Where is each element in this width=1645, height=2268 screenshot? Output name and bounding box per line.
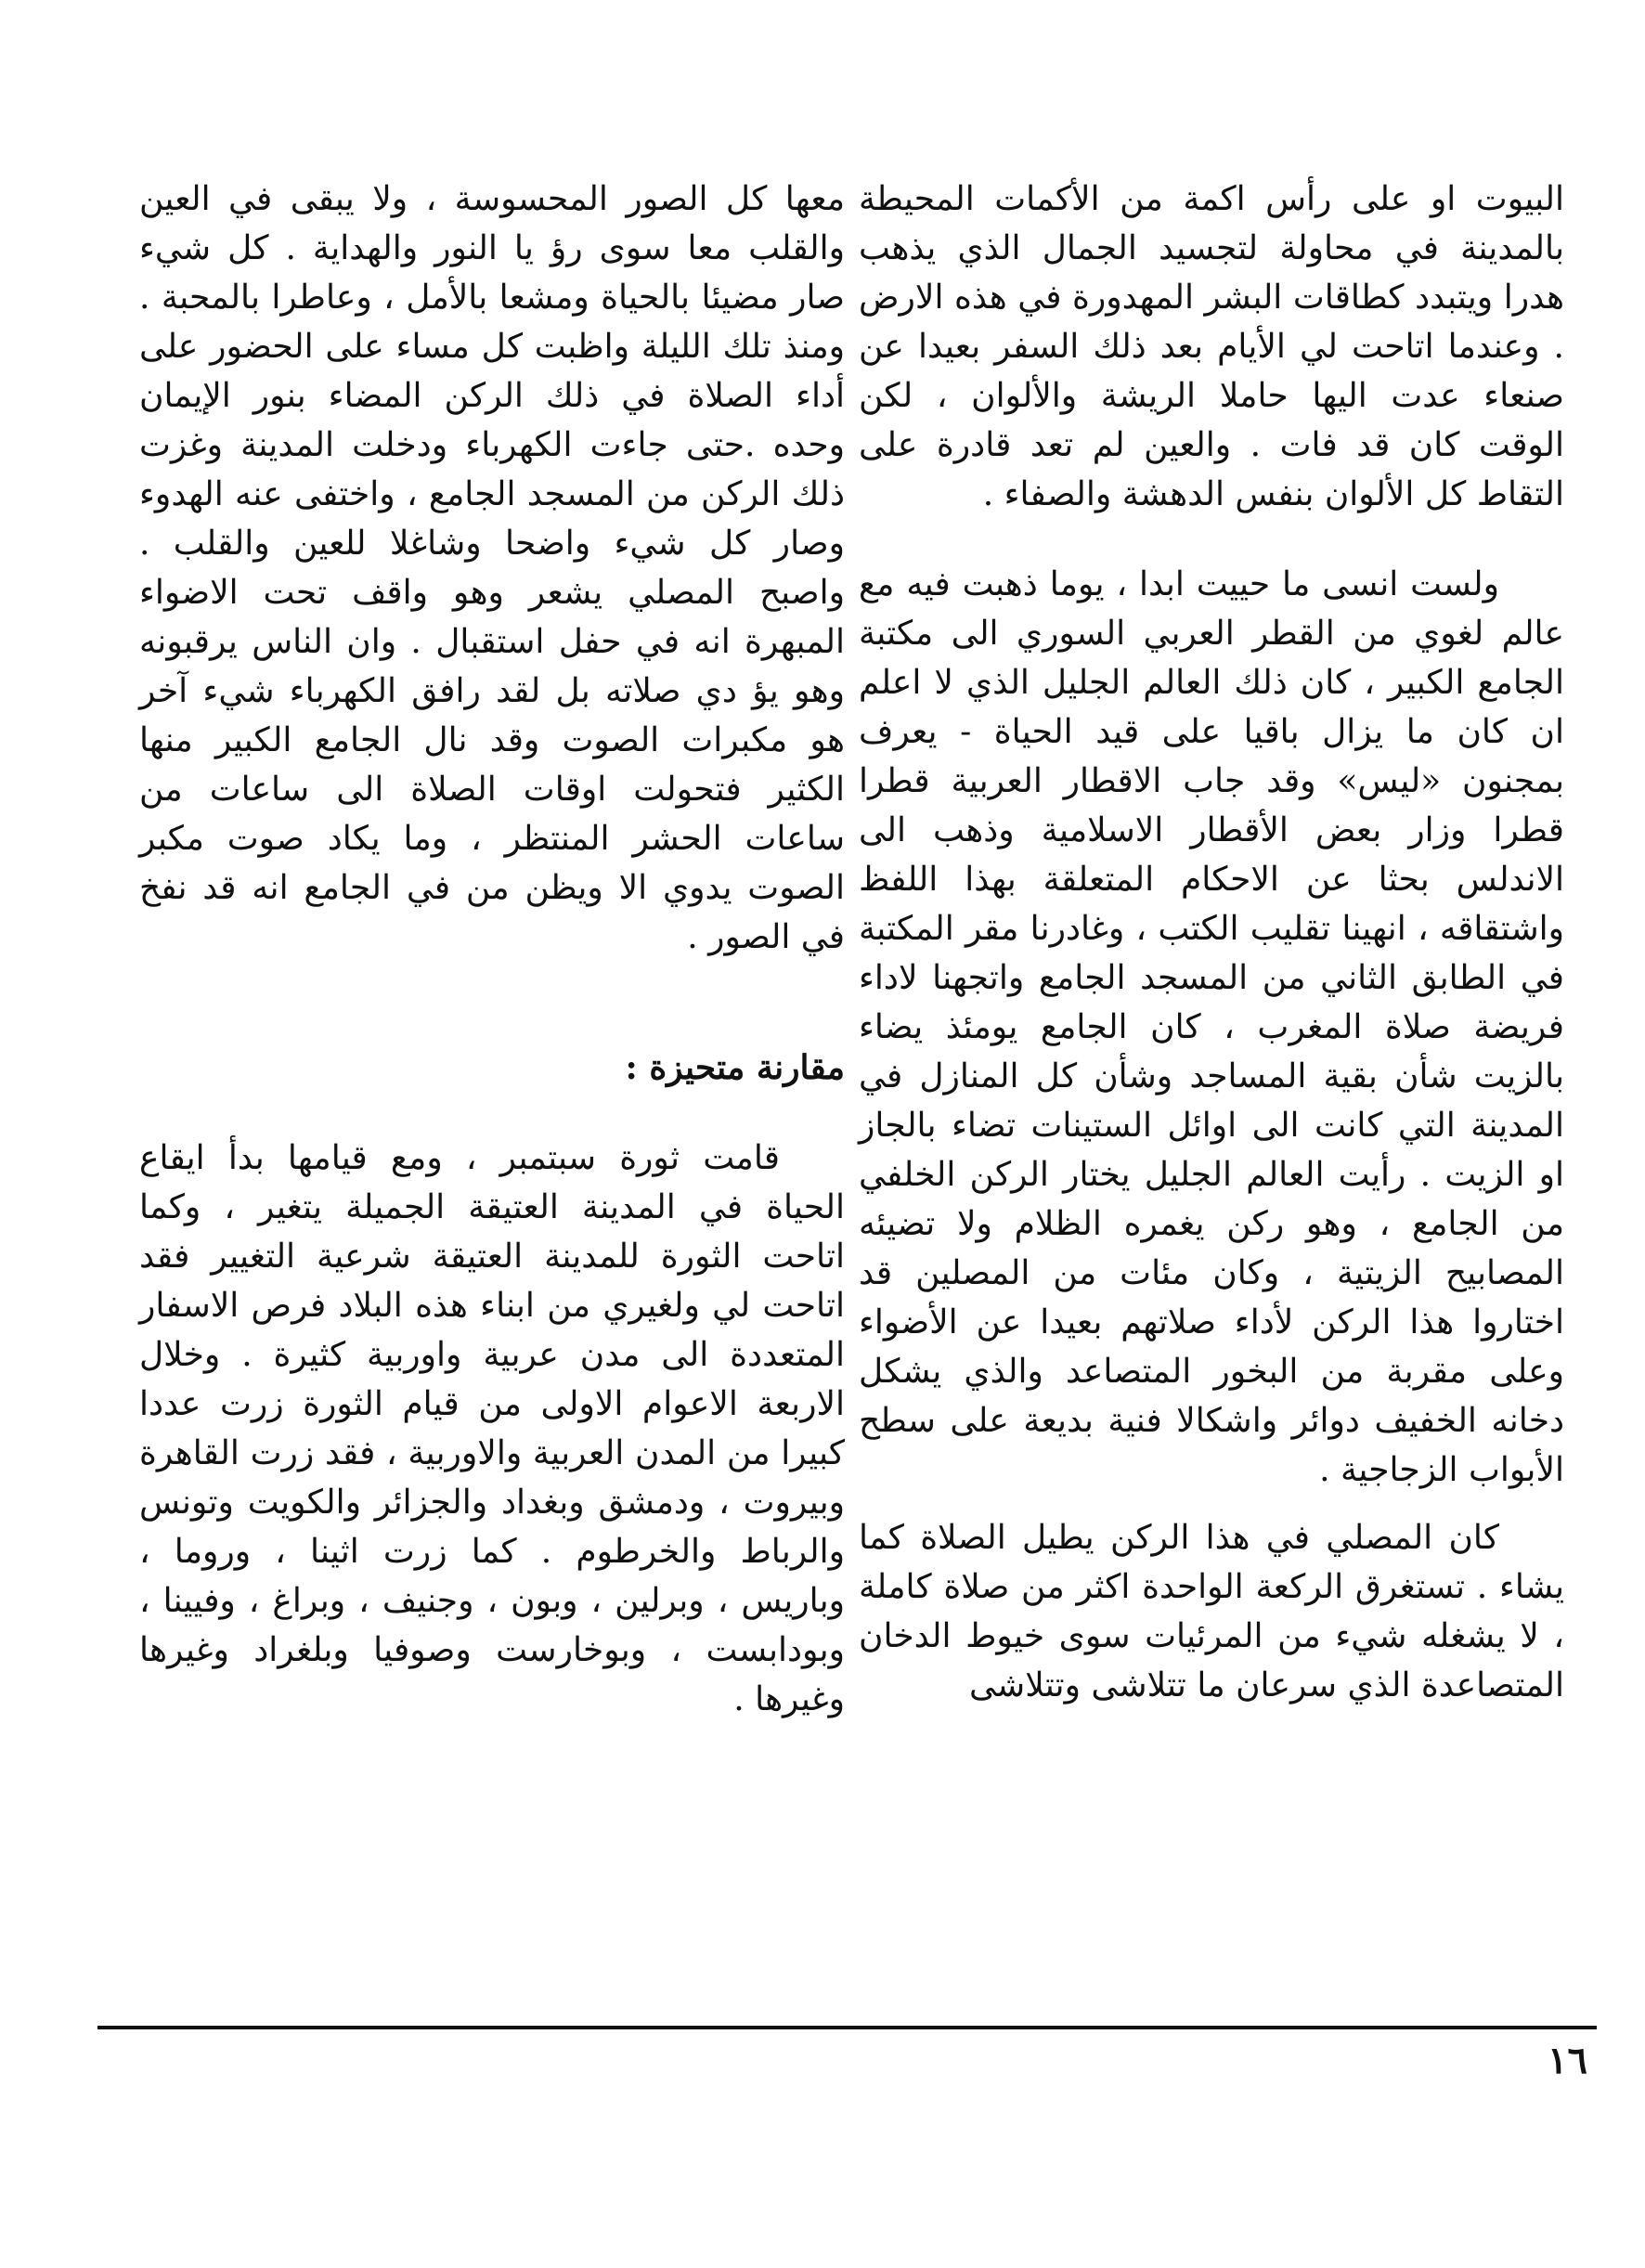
paragraph: ولست انسى ما حييت ابدا ، يوما ذهبت فيه مع عالم لغوي من القطر العربي السوري الى مكتبة الجامع الكبير ، كان ذلك العالم الجليل الذي لا اعلم ان كان ما يزال باقيا على قيد الحياة - يعرف بمجنون «ليس» وقد جاب الاقطار العربية قطرا قطرا وزار بعض الأقطار الاسلامية وذهب الى الاندلس بحثا عن الاحكام المتعلقة بهذا اللفظ واشتقاقه ، انهينا تقليب الكتب ، وغادرنا مقر المكتبة في الطابق الثاني من المسجد الجامع واتجهنا لاداء فريضة صلاة المغرب ، كان الجامع يومئذ يضاء بالزيت شأن بقية المساجد وشأن كل المنازل في المدينة التي كانت الى اوائل الستينات تضاء بالجاز او الزيت . رأيت العالم الجليل يختار الركن الخلفي من الجامع ، وهو ركن يغمره الظلام ولا تضيئه المصابيح الزيتية ، وكان مئات من المصلين قد اختاروا هذا الركن لأداء صلاتهم بعيدا عن الأضواء وعلى مقربة من البخور المتصاعد والذي يشكل دخانه الخفيف دوائر واشكالا فنية بديعة على سطح الأبواب الزجاجية . bbox=[859, 565, 1564, 1489]
section-heading: مقارنة متحيزة : bbox=[625, 1048, 845, 1087]
paragraph: معها كل الصور المحسوسة ، ولا يبقى في العين والقلب معا سوى رؤ يا النور والهداية . كل شيء صار مضيئا بالحياة ومشعا بالأمل ، وعاطرا بالمحبة . ومنذ تلك الليلة واظبت كل مساء على الحضور على أداء الصلاة في ذلك الركن المضاء بنور الإيمان وحده .حتى جاءت الكهرباء ودخلت المدينة وغزت ذلك الركن من المسجد الجامع ، واختفى عنه الهدوء وصار كل شيء واضحا وشاغلا للعين والقلب . واصبح المصلي يشعر وهو واقف تحت الاضواء المبهرة انه في حفل استقبال . وان الناس يرقبونه وهو يؤ دي صلاته بل لقد رافق الكهرباء شيء آخر هو مكبرات الصوت وقد نال الجامع الكبير منها الكثير فتحولت اوقات الصلاة الى ساعات من ساعات الحشر المنتظر ، وما يكاد صوت مكبر الصوت يدوي الا ويظن من في الجامع انه قد نفخ في الصور . bbox=[139, 180, 845, 956]
page-number: ١٦ bbox=[1548, 2039, 1587, 2082]
paragraph: قامت ثورة سبتمبر ، ومع قيامها بدأ ايقاع الحياة في المدينة العتيقة الجميلة يتغير ، وكما اتاحت الثورة للمدينة العتيقة شرعية التغيير فقد اتاحت لي ولغيري من ابناء هذه البلاد فرص الاسفار المتعددة الى مدن عربية واوربية كثيرة . وخلال الاربعة الاعوام الاولى من قيام الثورة زرت عددا كبيرا من المدن العربية والاوربية ، فقد زرت القاهرة وبيروت ، ودمشق وبغداد والجزائر والكويت وتونس والرباط والخرطوم . كما زرت اثينا ، وروما ، وباريس ، وبرلين ، وبون ، وجنيف ، وبراغ ، وفيينا ، وبودابست ، وبوخارست وصوفيا وبلغراد وغيرها وغيرها . bbox=[139, 1139, 845, 1718]
footer-rule bbox=[97, 2026, 1597, 2029]
paragraph-spacer bbox=[139, 1093, 845, 1134]
right-column bbox=[859, 175, 1564, 1710]
paragraph-spacer bbox=[859, 1495, 1564, 1513]
paragraph: كان المصلي في هذا الركن يطيل الصلاة كما يشاء . تستغرق الركعة الواحدة اكثر من صلاة كاملة ، لا يشغله شيء من المرئيات سوى خيوط الدخان المتصاعدة الذي سرعان ما تتلاشى وتتلاشى bbox=[859, 1519, 1564, 1704]
left-column bbox=[139, 175, 845, 1724]
paragraph-spacer bbox=[859, 519, 1564, 560]
paragraph-spacer bbox=[139, 962, 845, 1043]
paragraph: البيوت او على رأس اكمة من الأكمات المحيطة بالمدينة في محاولة لتجسيد الجمال الذي يذهب هدرا ويتبدد كطاقات البشر المهدورة في هذه الارض . وعندما اتاحت لي الأيام بعد ذلك السفر بعيدا عن صنعاء عدت اليها حاملا الريشة والألوان ، لكن الوقت كان قد فات . والعين لم تعد قادرة على التقاط كل الألوان بنفس الدهشة والصفاء . bbox=[859, 180, 1564, 513]
